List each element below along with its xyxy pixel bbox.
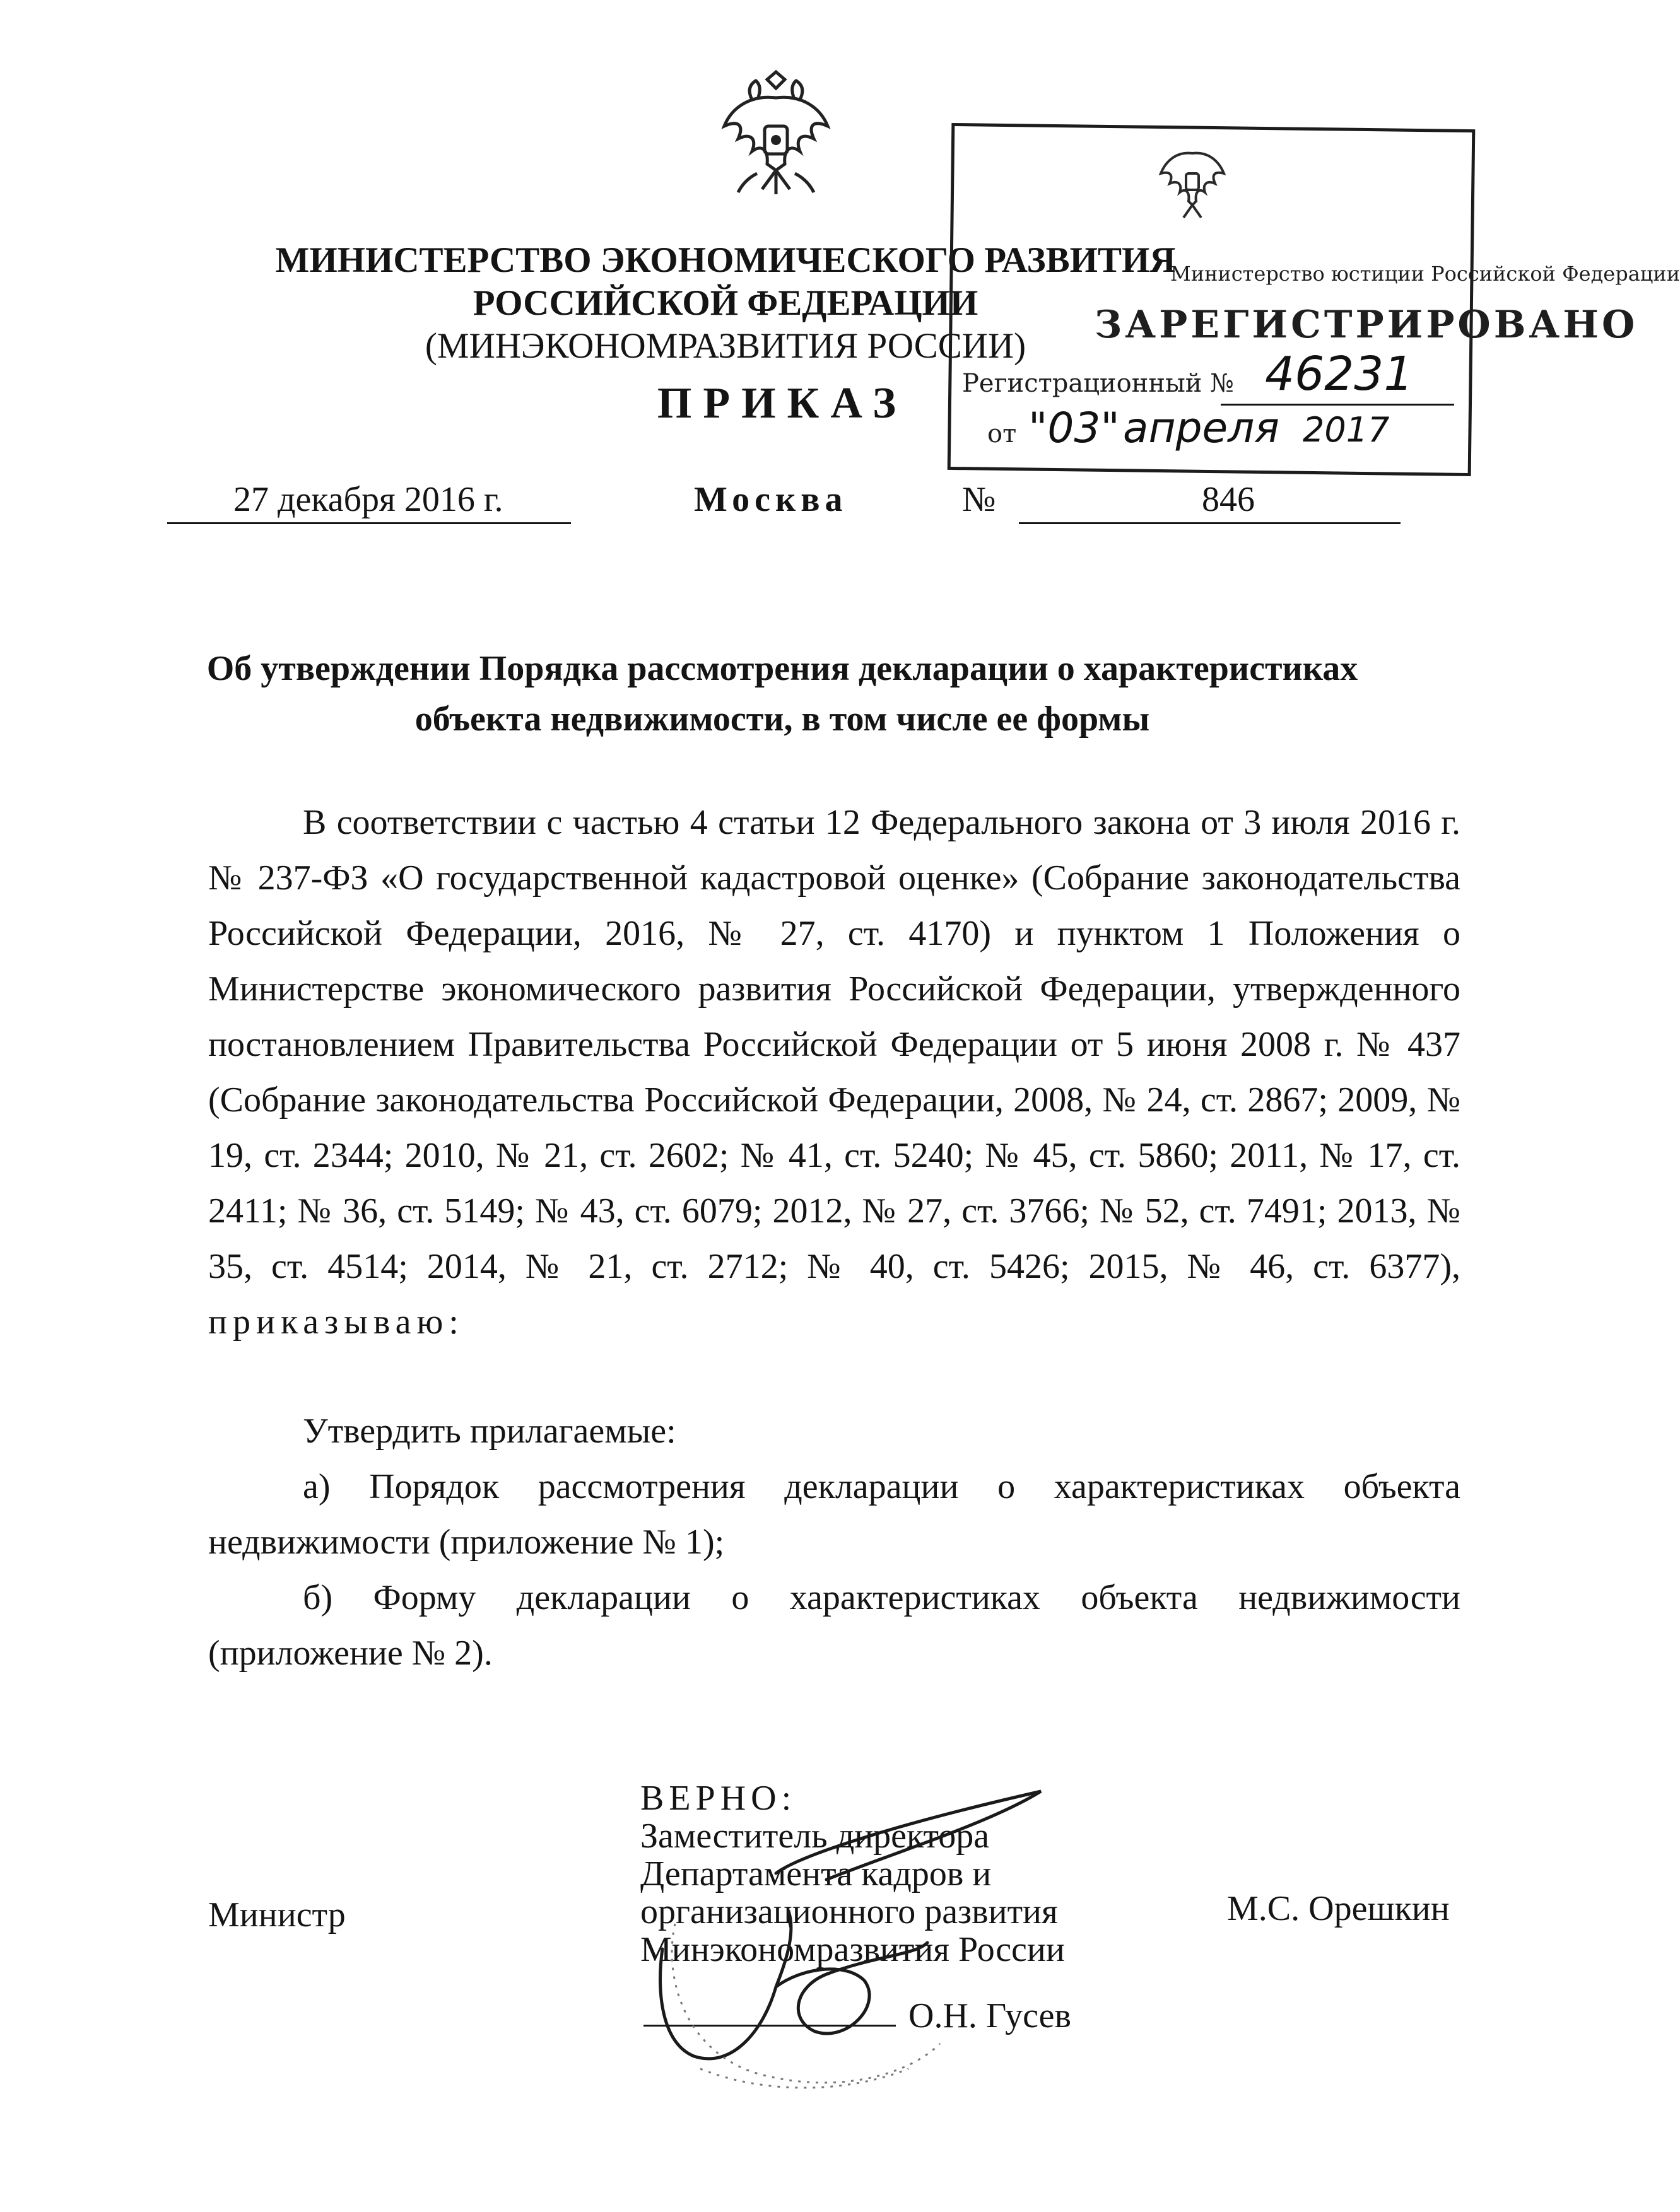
stamp-date-month: апреля (1123, 404, 1279, 452)
preamble-paragraph (208, 795, 1460, 1350)
stamp-date-year: 2017 (1303, 410, 1390, 450)
order-date: 27 декабря 2016 г. (233, 480, 503, 519)
approve-paragraph: Утвердить прилагаемые: (303, 1412, 676, 1451)
date-underline (167, 522, 571, 524)
signer-name: М.С. Орешкин (1227, 1889, 1450, 1928)
stamp-reg-label: Регистрационный № (962, 369, 1235, 398)
order-title-line2: объекта недвижимости, в том числе ее формы (414, 699, 1150, 739)
item-b: б) Форму декларации о характеристиках объекта недвижимости (приложение № 2). (208, 1578, 1460, 1673)
certifier-line2: Департамента кадров и (640, 1854, 992, 1893)
order-number: 846 (1202, 480, 1255, 519)
stamp-status: ЗАРЕГИСТРИРОВАНО (1095, 303, 1638, 347)
certifier-line3: организационного развития (640, 1892, 1058, 1931)
handwritten-signature-icon (637, 1779, 1091, 2107)
order-city: Москва (694, 480, 848, 519)
certifier-line1: Заместитель директора (640, 1817, 990, 1856)
item-a: а) Порядок рассмотрения декларации о характеристиках объекта недвижимости (приложение № 1); (208, 1467, 1460, 1562)
stamp-reg-number: 46231 (1265, 347, 1414, 401)
stamp-date-prefix: от (987, 419, 1017, 448)
certifier-line4: Минэкономразвития России (640, 1930, 1065, 1969)
signer-position: Министр (208, 1895, 346, 1934)
ministry-short-name: (МИНЭКОНОМРАЗВИТИЯ РОССИИ) (425, 326, 1026, 366)
ministry-name-line1: МИНИСТЕРСТВО ЭКОНОМИЧЕСКОГО РАЗВИТИЯ (275, 240, 1176, 280)
state-emblem-icon (713, 69, 839, 202)
order-word: приказываю: (208, 1302, 464, 1342)
ministry-name-line2: РОССИЙСКОЙ ФЕДЕРАЦИИ (473, 283, 978, 323)
stamp-org-line: Министерство юстиции Российской Федерации (1170, 262, 1680, 286)
stamp-emblem-icon (1154, 142, 1230, 224)
order-title-line1: Об утверждении Порядка рассмотрения декларации о характеристиках (206, 649, 1358, 688)
certifier-name: О.Н. Гусев (908, 1996, 1071, 2035)
number-underline (1019, 522, 1401, 524)
certification-label: ВЕРНО: (640, 1779, 797, 1818)
stamp-date-day: "03" (1028, 404, 1120, 452)
preamble-text: В соответствии с частью 4 статьи 12 Федерального закона от 3 июля 2016 г. № 237-ФЗ «О государственной кадастровой оценке» (Собрание законодательства Российской Федерации, 2016, № 27, ст. 4170) и пунктом 1 Положения о Министерстве экономического развития Российской Федерации, утвержденного постановлением Правительства Российской Федерации от 5 июня 2008 г. № 437 (Собрание законодательства Российской Федерации, 2008, № 24, ст. 2867; 2009, № 19, ст. 2344; 2010, № 21, ст. 2602; № 41, ст. 5240; № 45, ст. 5860; 2011, № 17, ст. 2411; № 36, ст. 5149; № 43, ст. 6079; 2012, № 27, ст. 3766; № 52, ст. 7491; 2013, № 35, ст. 4514; 2014, № 21, ст. 2712; № 40, ст. 5426; 2015, № 46, ст. 6377), (208, 803, 1460, 1286)
registration-stamp (949, 117, 1680, 473)
document-type-title: ПРИКАЗ (657, 379, 908, 428)
number-sign: № (962, 480, 996, 519)
